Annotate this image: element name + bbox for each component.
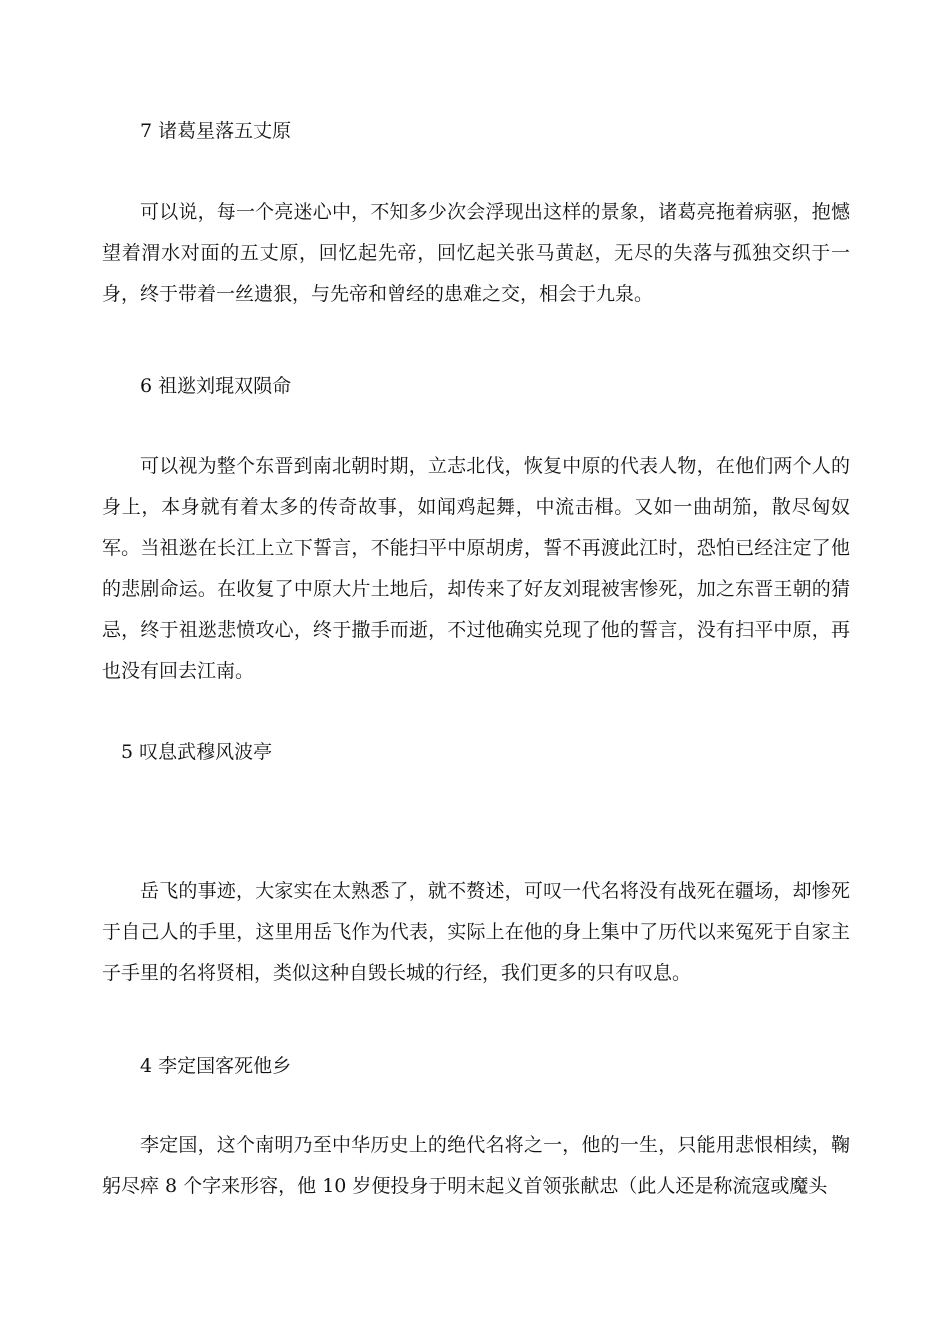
section-paragraph-6: 可以视为整个东晋到南北朝时期，立志北伐，恢复中原的代表人物，在他们两个人的身上，本身就有着太多的传奇故事，如闻鸡起舞，中流击楫。又如一曲胡笳，散尽匈奴军。当祖逖在长江上立下誓言，不能扫平中原胡虏，誓不再渡此江时，恐怕已经注定了他的悲剧命运。在收复了中原大片土地后，却传来了好友刘琨被害惨死，加之东晋王朝的猜忌，终于祖逖悲愤攻心，终于撒手而逝，不过他确实兑现了他的誓言，没有扫平中原，再也没有回去江南。 (102, 455, 850, 682)
section-paragraph-5: 岳飞的事迹，大家实在太熟悉了，就不赘述，可叹一代名将没有战死在疆场，却惨死于自己人的手里，这里用岳飞作为代表，实际上在他的身上集中了历代以来冤死于自家主子手里的名将贤相，类似这种自毁长城的行经，我们更多的只有叹息。 (102, 880, 850, 984)
section-heading-4: 4 李定国客死他乡 (140, 1055, 292, 1077)
section-heading-6: 6 祖逖刘琨双陨命 (140, 375, 292, 397)
section-paragraph-4: 李定国，这个南明乃至中华历史上的绝代名将之一，他的一生，只能用悲恨相续，鞠躬尽瘁 8 个字来形容，他 10 岁便投身于明末起义首领张献忠（此人还是称流寇或魔头 (102, 1134, 850, 1197)
section-heading-7: 7 诸葛星落五丈原 (140, 120, 292, 142)
section-heading-5: 5 叹息武穆风波亭 (121, 741, 273, 763)
section-paragraph-7: 可以说，每一个亮迷心中，不知多少次会浮现出这样的景象，诸葛亮拖着病驱，抱憾望着渭水对面的五丈原，回忆起先帝，回忆起关张马黄赵，无尽的失落与孤独交织于一身，终于带着一丝遗狠，与先帝和曾经的患难之交，相会于九泉。 (102, 201, 850, 305)
